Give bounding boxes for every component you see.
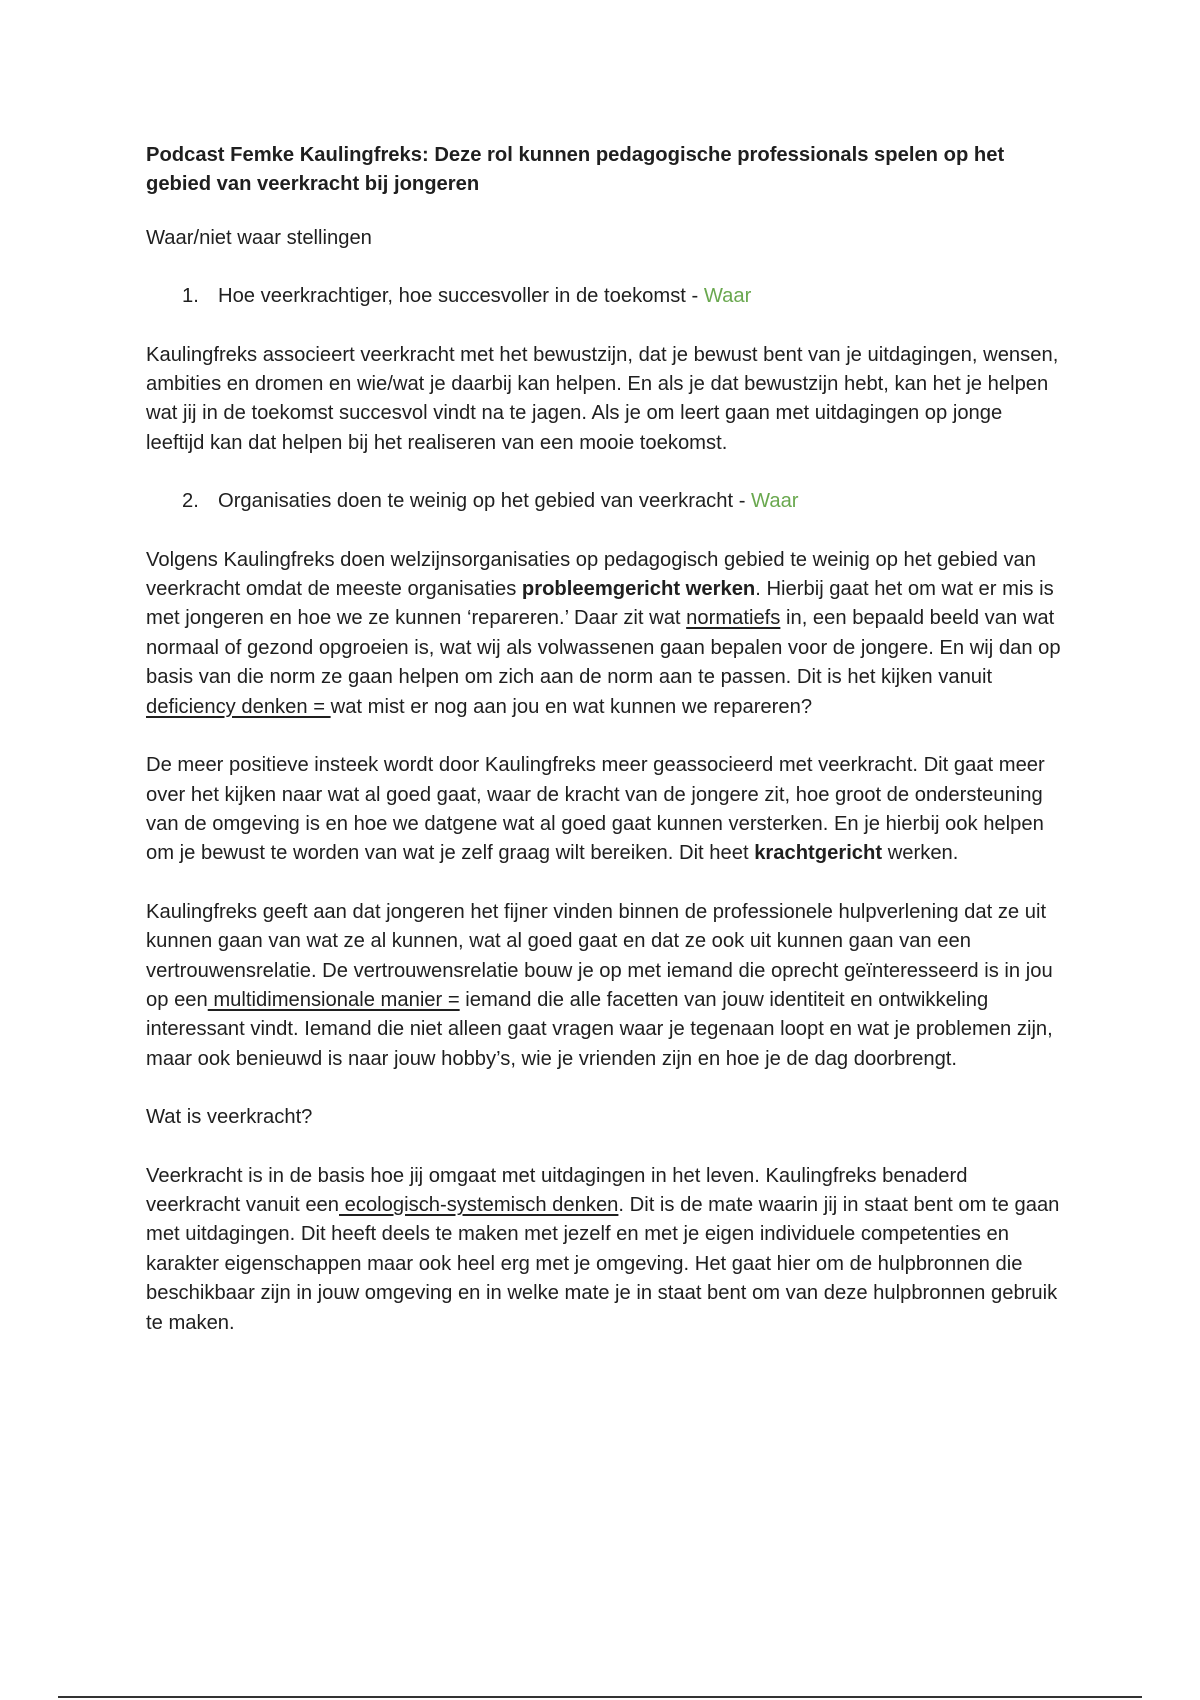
paragraph: Veerkracht is in de basis hoe jij omgaat met uitdagingen in het leven. Kaulingfreks benaderd veerkracht vanuit een ecologisch-systemisch denken. Dit is de mate waarin jij in staat bent om te gaan met uitdagingen. Dit heeft deels te maken met jezelf en met je eigen individuele competenties en karakter eigenschappen maar ook heel erg met je omgeving. Het gaat hier om de hulpbronnen die beschikbaar zijn in jouw omgeving en in welke mate je in staat bent om van deze hulpbronnen gebruik te maken. bbox=[146, 1164, 1060, 1334]
statement-answer: Waar bbox=[751, 490, 799, 513]
underlined-term: normatiefs bbox=[686, 607, 781, 630]
bold-term: krachtgericht bbox=[754, 842, 883, 865]
document-page bbox=[146, 141, 1066, 1367]
paragraph: Kaulingfreks associeert veerkracht met het bewustzijn, dat je bewust bent van je uitdagingen, wensen, ambities en dromen en wie/wat je daarbij kan helpen. En als je dat bewustzijn hebt, kan het je helpen wat jij in de toekomst succesvol vindt na te jagen. Als je om leert gaan met uitdagingen op jonge leeftijd kan dat helpen bij het realiseren van een mooie toekomst. bbox=[146, 343, 1059, 454]
statement-text: Organisaties doen te weinig op het gebied van veerkracht - Waar bbox=[218, 490, 799, 513]
document-title: Podcast Femke Kaulingfreks: Deze rol kunnen pedagogische professionals spelen op het gebied van veerkracht bij jongeren bbox=[146, 144, 1005, 196]
statement-text: Hoe veerkrachtiger, hoe succesvoller in de toekomst - Waar bbox=[218, 285, 752, 308]
underlined-term: ecologisch-systemisch denken bbox=[339, 1193, 619, 1216]
statement-answer: Waar bbox=[703, 285, 752, 308]
paragraph: Volgens Kaulingfreks doen welzijnsorganisaties op pedagogisch gebied te weinig op het gebied van veerkracht omdat de meeste organisaties probleemgericht werken. Hierbij gaat het om wat er mis is met jongeren en hoe we ze kunnen ‘repareren.’ Daar zit wat normatiefs in, een bepaald beeld van wat normaal of gezond opgroeien is, wat wij als volwassenen gaan bepalen voor de jongere. En wij dan op basis van die norm ze gaan helpen om zich aan de norm aan te passen. Dit is het kijken vanuit deficiency denken = wat mist er nog aan jou en wat kunnen we repareren? bbox=[146, 548, 1061, 718]
statement-item bbox=[146, 282, 1066, 311]
statement-item bbox=[146, 487, 1066, 516]
statement-number: 2. bbox=[182, 490, 199, 513]
bold-term: probleemgericht werken bbox=[521, 578, 756, 601]
underlined-term: deficiency denken = bbox=[146, 695, 331, 718]
paragraph: Kaulingfreks geeft aan dat jongeren het fijner vinden binnen de professionele hulpverlening dat ze uit kunnen gaan van wat ze al kunnen, wat al goed gaat en dat ze ook uit kunnen gaan van een vertrouwensrelatie. De vertrouwensrelatie bouw je op met iemand die oprecht geïnteresseerd is in jou op een multidimensionale manier = iemand die alle facetten van jouw identiteit en ontwikkeling interessant vindt. Iemand die niet alleen gaat vragen waar je tegenaan loopt en wat je problemen zijn, maar ook benieuwd is naar jouw hobby’s, wie je vrienden zijn en hoe je de dag doorbrengt. bbox=[146, 900, 1053, 1070]
section-subtitle: Waar/niet waar stellingen bbox=[146, 226, 372, 249]
paragraph: De meer positieve insteek wordt door Kaulingfreks meer geassocieerd met veerkracht. Dit gaat meer over het kijken naar wat al goed gaat, waar de kracht van de jongere zit, hoe groot de ondersteuning van de omgeving is en hoe we datgene wat al goed gaat kunnen versterken. En je hierbij ook helpen om je bewust te worden van wat je zelf graag wilt bereiken. Dit heet krachtgericht werken. bbox=[146, 754, 1045, 865]
statement-number: 1. bbox=[182, 285, 199, 308]
underlined-term: multidimensionale manier = bbox=[207, 988, 460, 1011]
section-question: Wat is veerkracht? bbox=[146, 1106, 313, 1129]
page-divider bbox=[58, 1696, 1142, 1698]
